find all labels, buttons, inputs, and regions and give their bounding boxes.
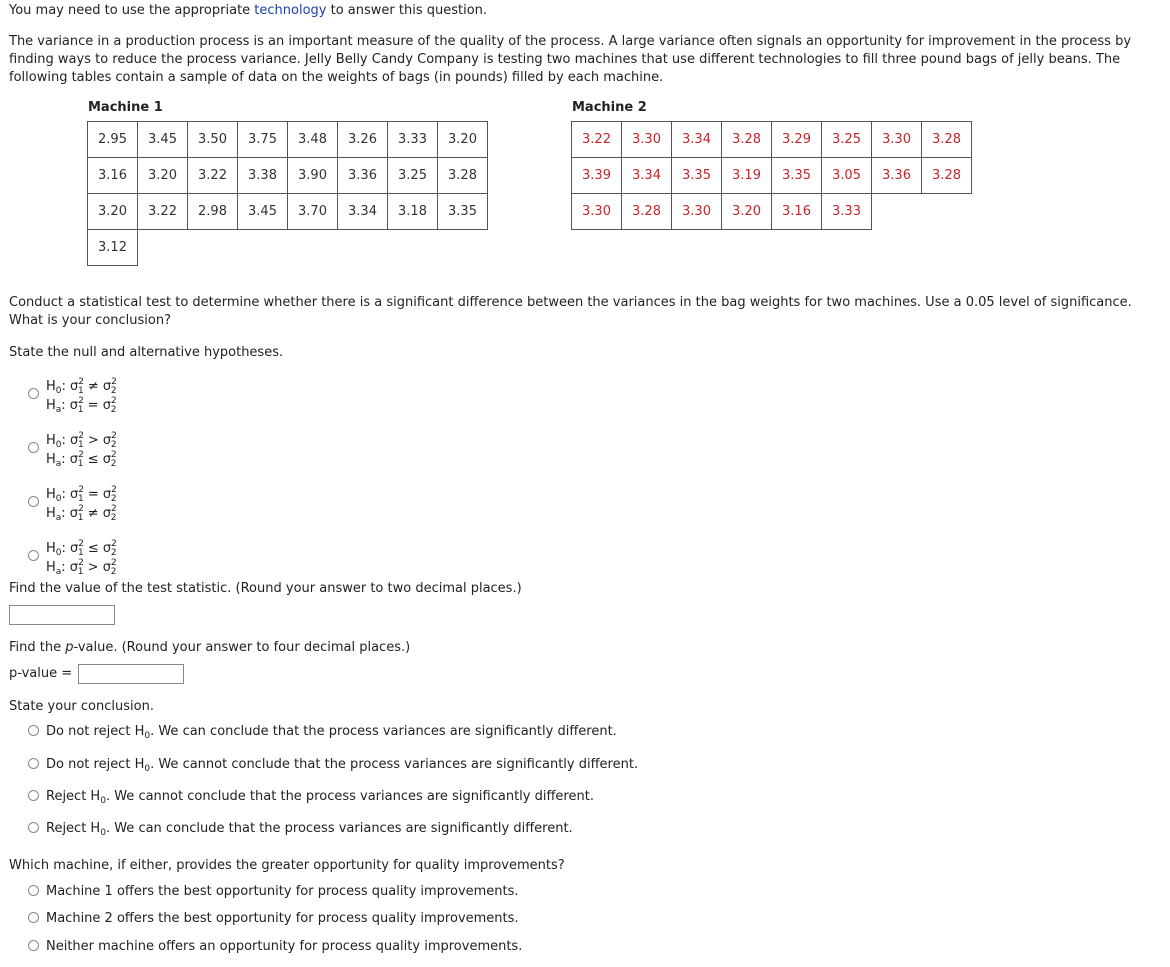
table-cell: 3.70 [288, 194, 338, 230]
task-paragraph [9, 294, 1132, 330]
hypothesis-option-1[interactable] [28, 370, 188, 416]
table-cell: 3.19 [722, 158, 772, 194]
alternative-hypothesis: $H_a$: $\sigma^2_1 \le \sigma^2_2$ [46, 450, 117, 469]
radio-button[interactable] [28, 388, 39, 399]
task-line: Conduct a statistical test to determine whether there is a significant difference between the variances in the bag weights for two machines. Use a 0.05 level of significance. [9, 295, 1132, 310]
alternative-hypothesis: $H_a$: $\sigma^2_1 = \sigma^2_2$ [46, 396, 117, 415]
problem-line: finding ways to reduce the process variance. Jelly Belly Candy Company is testing two machines that use different technologies to fill three pound bags of jelly beans. The [9, 52, 1121, 67]
conclusion-option-2[interactable]: Do not reject $H_0$. We cannot conclude that the process variances are significantly different. [28, 756, 638, 774]
table-cell: 3.16 [88, 158, 138, 194]
table-cell: 3.22 [138, 194, 188, 230]
hypothesis-option-2[interactable] [28, 424, 188, 470]
table-cell: 3.30 [872, 122, 922, 158]
table-cell: 2.98 [188, 194, 238, 230]
table-cell: 3.22 [572, 122, 622, 158]
table-cell: 3.18 [388, 194, 438, 230]
table-cell: 3.75 [238, 122, 288, 158]
conclusion-prompt: State your conclusion. [9, 699, 154, 714]
table-cell: 3.35 [672, 158, 722, 194]
radio-button[interactable] [28, 822, 39, 833]
table-cell: 3.20 [722, 194, 772, 230]
null-hypothesis: $H_0$: $\sigma^2_1 \le \sigma^2_2$ [46, 539, 117, 558]
conclusion-option-1[interactable]: Do not reject $H_0$. We can conclude that the process variances are significantly different. [28, 723, 617, 741]
alternative-hypothesis: $H_a$: $\sigma^2_1 > \sigma^2_2$ [46, 558, 117, 577]
radio-button[interactable] [28, 940, 39, 951]
problem-paragraph [9, 33, 1131, 87]
table-cell: 3.30 [572, 194, 622, 230]
radio-button[interactable] [28, 496, 39, 507]
task-line: What is your conclusion? [9, 313, 171, 328]
table-cell: 3.50 [188, 122, 238, 158]
radio-button[interactable] [28, 790, 39, 801]
machine1-table [87, 121, 488, 266]
machine-choice-option-1[interactable]: Machine 1 offers the best opportunity for process quality improvements. [28, 883, 519, 901]
problem-line: following tables contain a sample of data on the weights of bags (in pounds) filled by each machine. [9, 70, 664, 85]
table-cell: 3.35 [438, 194, 488, 230]
conclusion-option-4[interactable]: Reject $H_0$. We can conclude that the process variances are significantly different. [28, 820, 573, 838]
table-cell: 3.16 [772, 194, 822, 230]
radio-button[interactable] [28, 442, 39, 453]
table-cell: 3.90 [288, 158, 338, 194]
machine1-title: Machine 1 [88, 100, 163, 115]
table-row [572, 122, 972, 158]
null-hypothesis: $H_0$: $\sigma^2_1 = \sigma^2_2$ [46, 485, 117, 504]
table-cell: 3.38 [238, 158, 288, 194]
table-row [88, 194, 488, 230]
conclusion-option-3[interactable]: Reject $H_0$. We cannot conclude that the process variances are significantly different. [28, 788, 594, 806]
table-cell: 3.30 [672, 194, 722, 230]
radio-button[interactable] [28, 725, 39, 736]
table-cell: 3.26 [338, 122, 388, 158]
table-row [88, 158, 488, 194]
table-cell: 3.33 [388, 122, 438, 158]
radio-button[interactable] [28, 885, 39, 896]
machine-choice-option-3[interactable]: Neither machine offers an opportunity for process quality improvements. [28, 938, 522, 956]
table-cell: 3.30 [622, 122, 672, 158]
table-row [572, 158, 972, 194]
radio-button[interactable] [28, 912, 39, 923]
radio-button[interactable] [28, 758, 39, 769]
intro-line [9, 2, 487, 20]
table-cell: 3.33 [822, 194, 872, 230]
table-cell: 3.48 [288, 122, 338, 158]
table-cell: 3.35 [772, 158, 822, 194]
p-value-label: p-value = [9, 666, 73, 681]
table-cell: 3.22 [188, 158, 238, 194]
intro-prefix: You may need to use the appropriate [9, 3, 255, 18]
table-cell: 3.36 [338, 158, 388, 194]
intro-suffix: to answer this question. [326, 3, 488, 18]
table-cell: 3.25 [822, 122, 872, 158]
table-row [572, 194, 972, 230]
p-value-prompt: Find the p-value. (Round your answer to four decimal places.) [9, 640, 411, 655]
table-cell: 3.39 [572, 158, 622, 194]
table-row [88, 122, 488, 158]
table-cell: 3.20 [88, 194, 138, 230]
table-cell: 3.29 [772, 122, 822, 158]
table-cell: 3.28 [922, 158, 972, 194]
table-cell: 3.45 [238, 194, 288, 230]
radio-button[interactable] [28, 550, 39, 561]
table-cell: 3.28 [622, 194, 672, 230]
problem-line: The variance in a production process is an important measure of the quality of the process. A large variance often signals an opportunity for improvement in the process by [9, 34, 1132, 49]
hypothesis-option-4[interactable] [28, 532, 188, 578]
hypothesis-option-3[interactable] [28, 478, 188, 524]
p-value-input[interactable] [78, 664, 184, 684]
table-cell: 3.34 [338, 194, 388, 230]
table-cell: 2.95 [88, 122, 138, 158]
technology-link[interactable]: technology [254, 3, 327, 18]
alternative-hypothesis: $H_a$: $\sigma^2_1 \ne \sigma^2_2$ [46, 504, 117, 523]
table-cell: 3.20 [438, 122, 488, 158]
table-cell: 3.28 [438, 158, 488, 194]
table-cell: 3.34 [622, 158, 672, 194]
null-hypothesis: $H_0$: $\sigma^2_1 > \sigma^2_2$ [46, 431, 117, 450]
table-cell: 3.25 [388, 158, 438, 194]
table-cell: 3.05 [822, 158, 872, 194]
test-statistic-prompt: Find the value of the test statistic. (Round your answer to two decimal places.) [9, 581, 522, 596]
table-cell: 3.28 [922, 122, 972, 158]
null-hypothesis: $H_0$: $\sigma^2_1 \ne \sigma^2_2$ [46, 377, 117, 396]
machine2-title: Machine 2 [572, 100, 647, 115]
test-statistic-input[interactable] [9, 605, 115, 625]
table-cell: 3.20 [138, 158, 188, 194]
table-cell: 3.28 [722, 122, 772, 158]
table-cell: 3.36 [872, 158, 922, 194]
table-cell: 3.34 [672, 122, 722, 158]
hypotheses-prompt: State the null and alternative hypotheses. [9, 345, 284, 360]
table-cell: 3.12 [88, 230, 138, 266]
table-row [88, 230, 488, 266]
machine2-table [571, 121, 972, 230]
machine-choice-option-2[interactable]: Machine 2 offers the best opportunity for process quality improvements. [28, 910, 519, 928]
table-cell: 3.45 [138, 122, 188, 158]
machine-choice-prompt: Which machine, if either, provides the greater opportunity for quality improvements? [9, 858, 565, 873]
